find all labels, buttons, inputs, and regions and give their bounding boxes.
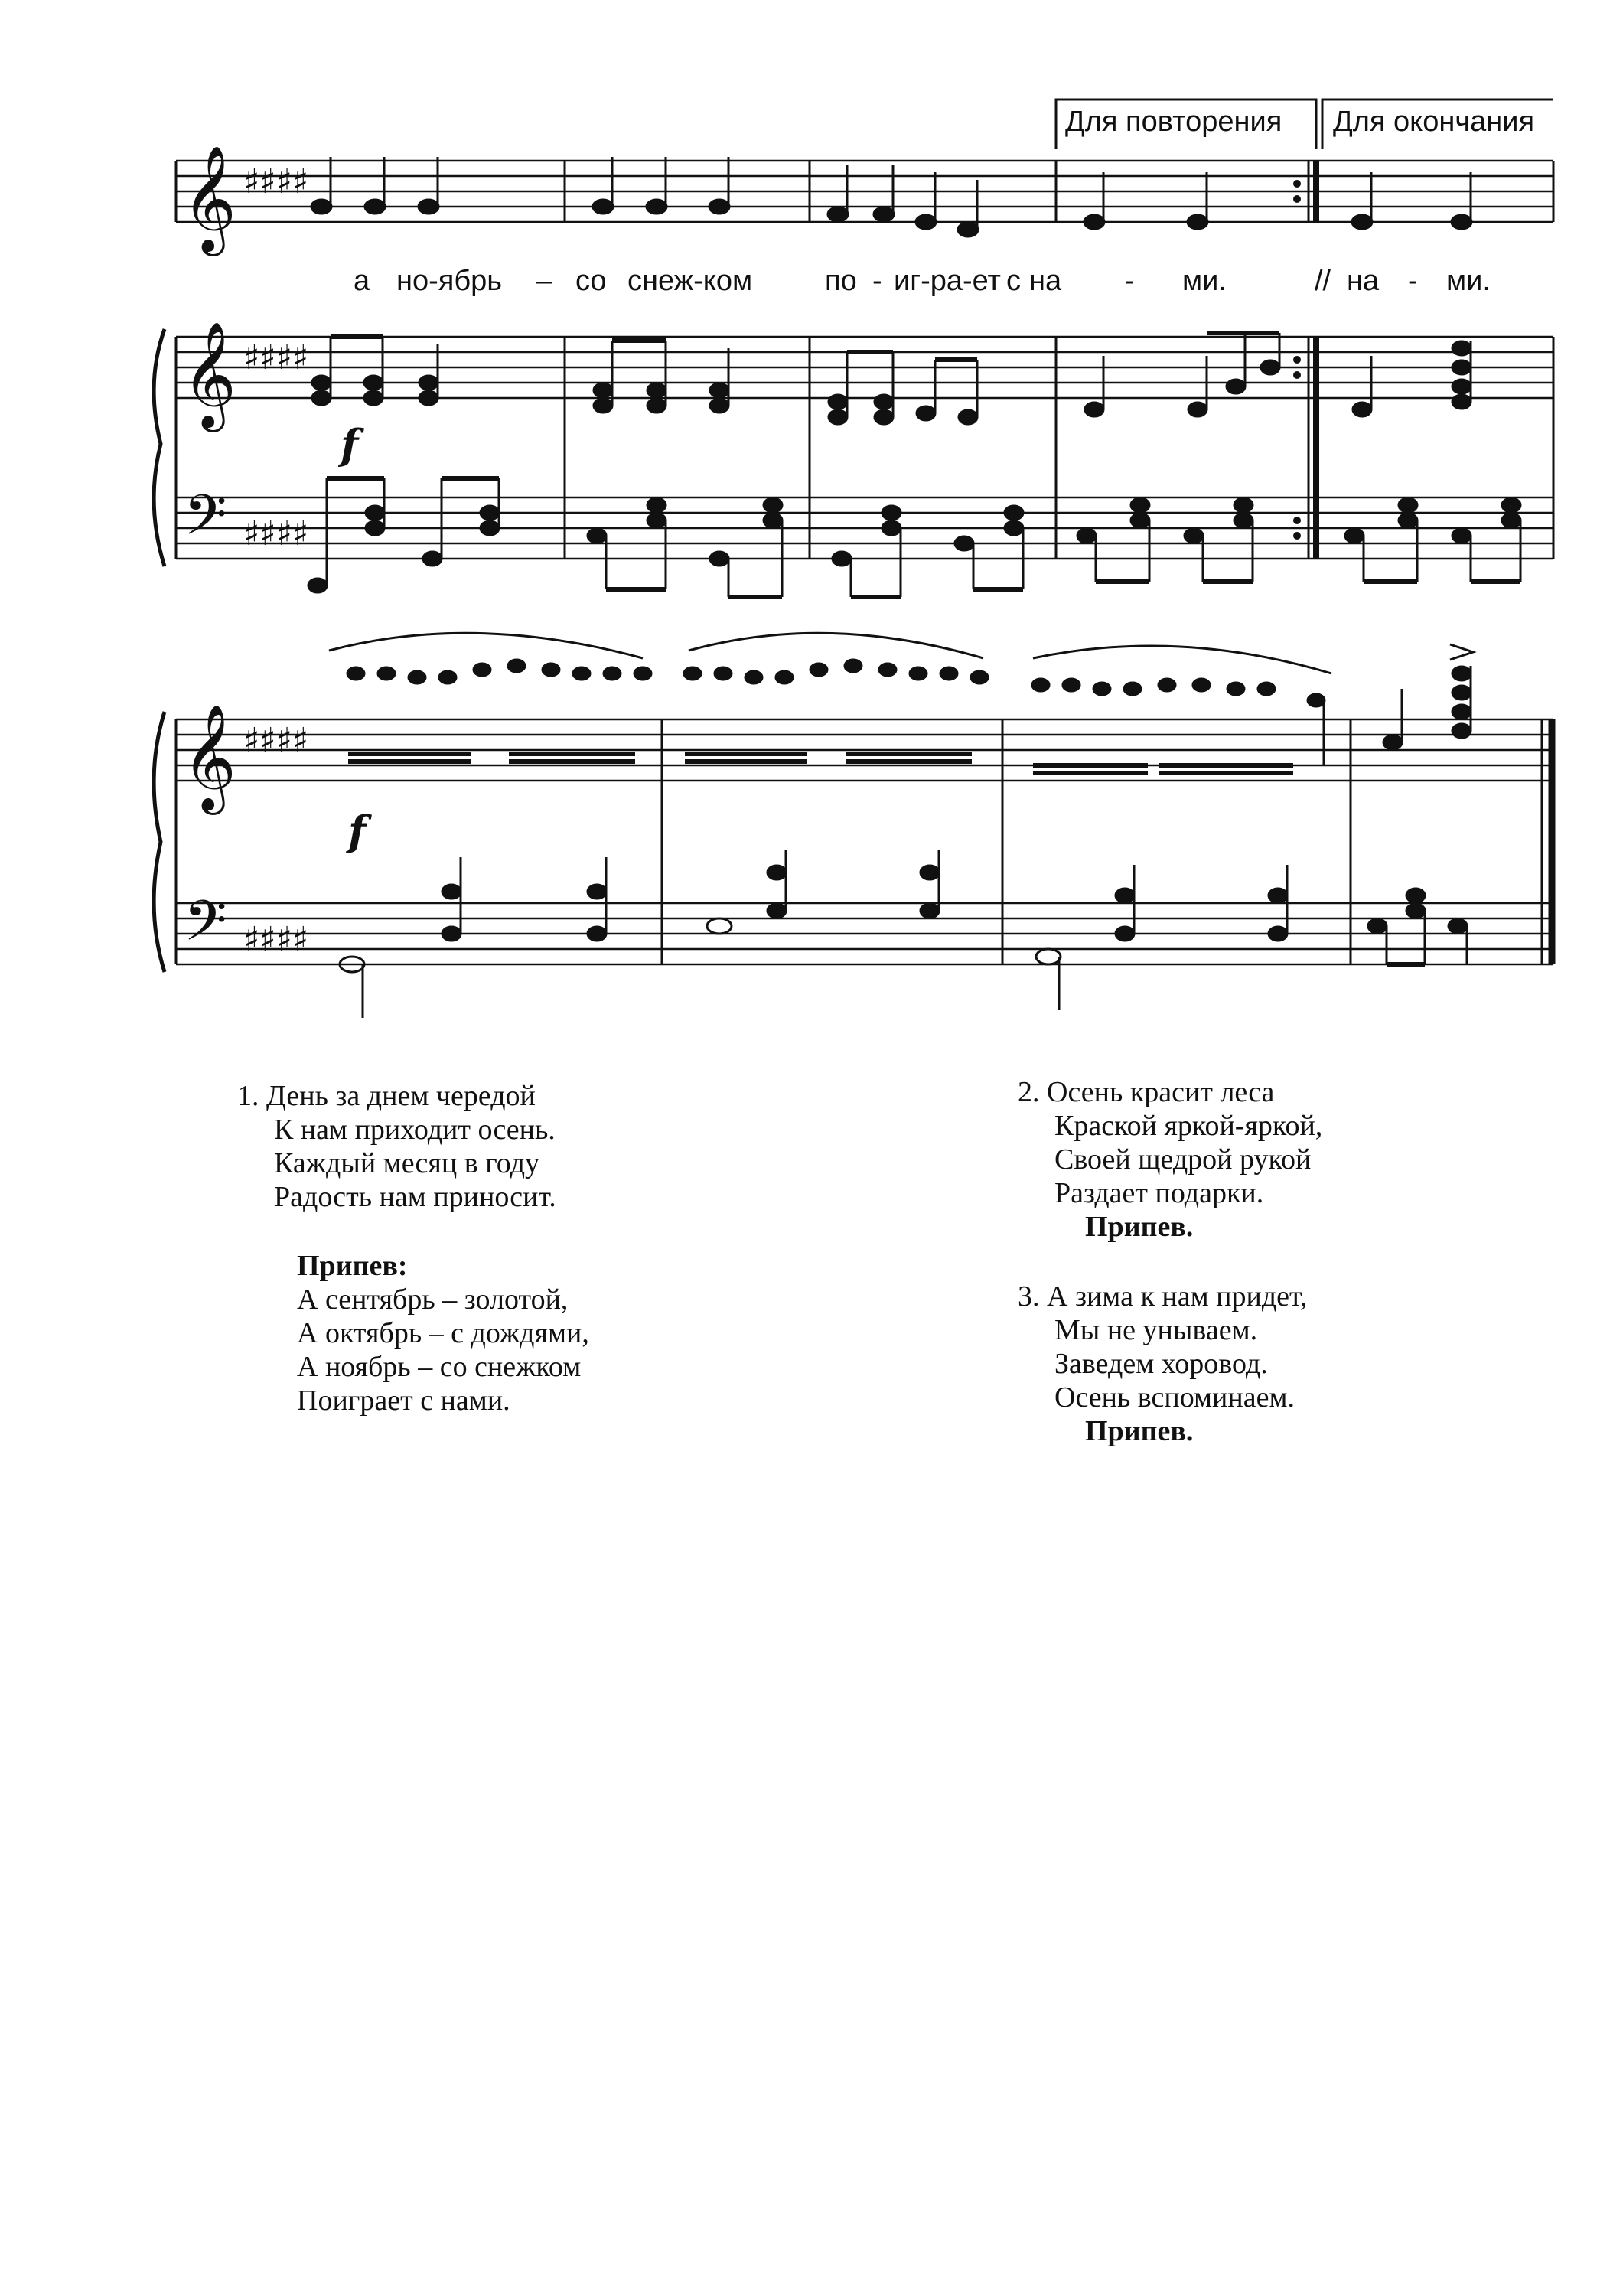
lyric-syllable: - [1408, 265, 1418, 297]
verse-line: Раздает подарки. [1054, 1177, 1264, 1209]
piano-bass-staff [176, 903, 1553, 964]
lyric-syllable: на [1347, 265, 1380, 297]
refrain-line: А октябрь – с дождями, [297, 1317, 589, 1349]
verse-line: Заведем хоровод. [1054, 1348, 1268, 1380]
lyric-syllable: с [1006, 265, 1021, 297]
lyric-syllable: а [354, 265, 370, 297]
repeat-sign [1293, 180, 1301, 540]
lyric-syllable: по [825, 265, 857, 297]
key-signature-sharps: ♯♯♯♯ [243, 162, 309, 201]
lyric-syllable: ми. [1446, 265, 1491, 297]
verse-line: Каждый месяц в году [274, 1147, 540, 1179]
lyric-syllable: – [536, 265, 552, 297]
brace-icon [154, 712, 165, 972]
treble-clef-icon: 𝄞 [182, 704, 236, 810]
verse-line: Краской яркой-яркой, [1054, 1110, 1323, 1142]
lyric-syllable: со [575, 265, 607, 297]
verse-line: 1. День за днем чередой [237, 1080, 536, 1112]
verse-line: Осень вспоминаем. [1054, 1381, 1295, 1414]
refrain-line: А сентябрь – золотой, [297, 1283, 569, 1316]
lyric-syllable: // [1315, 265, 1331, 297]
music-score [0, 0, 1623, 1041]
verse-line: Мы не унываем. [1054, 1314, 1258, 1346]
refrain-marker: Припев. [1085, 1211, 1194, 1243]
verse-line: К нам приходит осень. [274, 1114, 556, 1146]
refrain-title: Припев: [297, 1250, 408, 1282]
verse-1 [237, 1079, 556, 1214]
verse-line: 2. Осень красит леса [1018, 1076, 1275, 1108]
bass-clef-icon: 𝄢 [184, 482, 227, 561]
refrain-marker: Припев. [1085, 1415, 1194, 1447]
lyric-syllable: снеж-ком [627, 265, 753, 297]
verse-line: 3. А зима к нам придет, [1018, 1280, 1308, 1313]
lyric-syllable: но-ябрь [396, 265, 503, 297]
key-signature-sharps: ♯♯♯♯ [243, 920, 309, 959]
verse-3 [1018, 1280, 1307, 1448]
lyric-syllable: ми. [1182, 265, 1227, 297]
treble-clef-icon: 𝄞 [182, 145, 236, 252]
dynamic-forte: f [348, 807, 367, 856]
lyric-syllable: на [1029, 265, 1062, 297]
piano-treble-staff [176, 719, 1553, 781]
brace-icon [154, 329, 165, 566]
treble-clef-icon: 𝄞 [182, 321, 236, 428]
verse-line: Радость нам приносит. [274, 1181, 556, 1213]
vocal-staff [176, 161, 1553, 222]
piano-bass-notes [308, 478, 1520, 597]
lyric-syllable: иг-ра-ет [894, 265, 1001, 297]
verse-line: Своей щедрой рукой [1054, 1143, 1312, 1176]
lyric-syllable: - [872, 265, 882, 297]
refrain [297, 1249, 589, 1417]
refrain-line: А ноябрь – со снежком [297, 1351, 582, 1383]
key-signature-sharps: ♯♯♯♯ [243, 338, 309, 377]
lyric-syllable: - [1125, 265, 1135, 297]
verse-2 [1018, 1075, 1322, 1244]
refrain-line: Поиграет с нами. [297, 1384, 510, 1417]
bass-clef-icon: 𝄢 [184, 888, 227, 967]
key-signature-sharps: ♯♯♯♯ [243, 514, 309, 553]
sixteenth-runs [347, 644, 1473, 773]
key-signature-sharps: ♯♯♯♯ [243, 721, 309, 760]
dynamic-forte: f [341, 420, 359, 469]
volta-first-ending-label: Для повторения [1065, 106, 1282, 138]
volta-second-ending-label: Для окончания [1333, 106, 1535, 138]
